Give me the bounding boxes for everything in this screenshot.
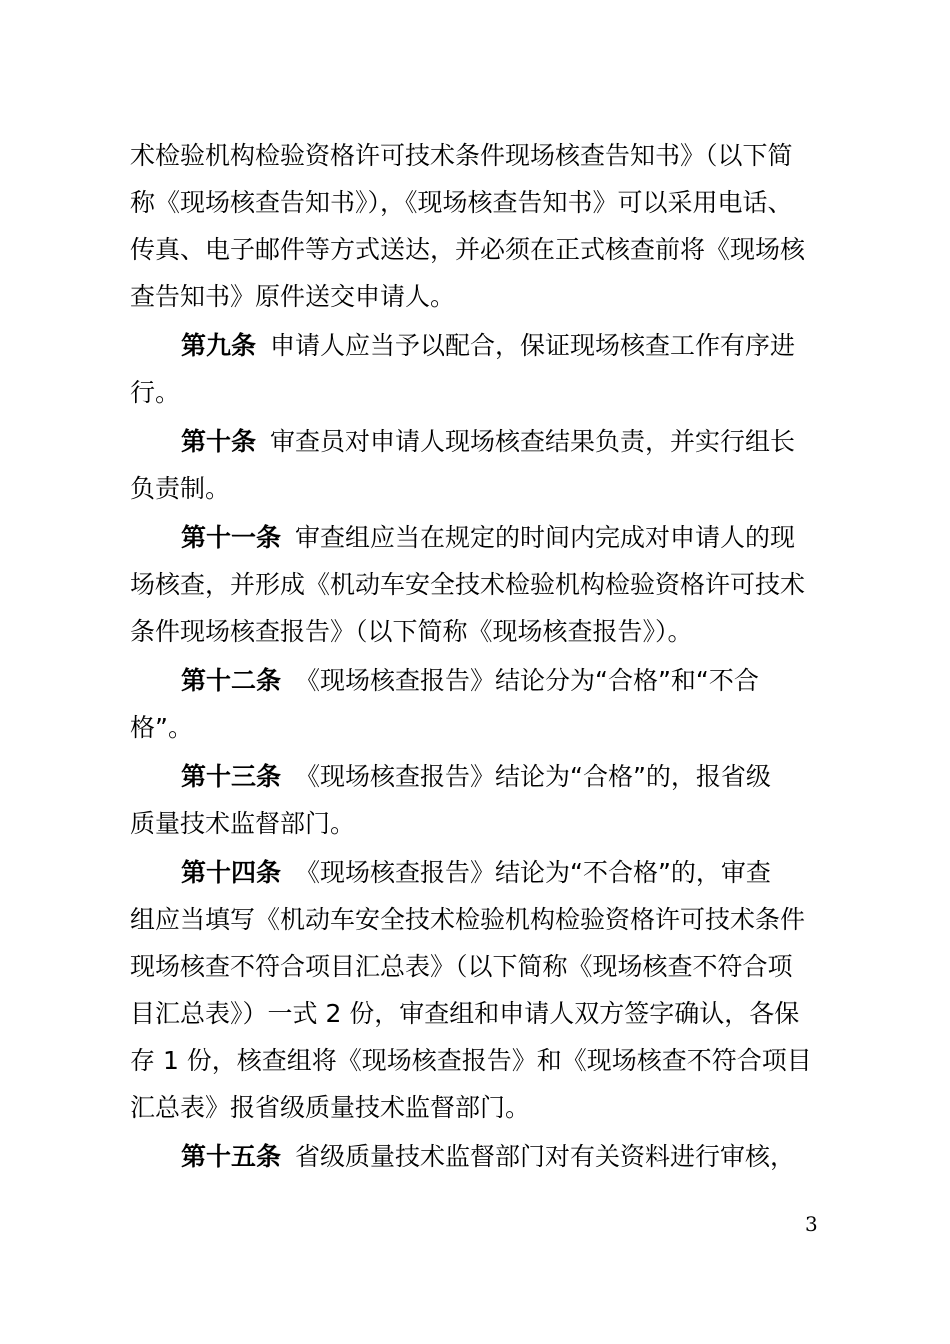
- article-9: [181, 328, 795, 364]
- body-line: [130, 996, 799, 1032]
- body-line: [130, 710, 193, 746]
- line-text: 场核查，并形成《机动车安全技术检验机构检验资格许可技术: [130, 570, 806, 599]
- article-heading: 第十条: [181, 427, 257, 456]
- line-text: 传真、电子邮件等方式送达，并必须在正式核查前将《现场核: [130, 235, 806, 264]
- line-text: 《现场核查报告》结论为“不合格”的，审查: [295, 858, 771, 887]
- line-text: 行。: [130, 378, 181, 407]
- article-13: [181, 759, 771, 795]
- body-line: [130, 138, 793, 174]
- body-line: [130, 1043, 812, 1079]
- line-text: 称《现场核查告知书》），《现场核查告知书》可以采用电话、: [130, 188, 793, 217]
- article-10: [181, 424, 795, 460]
- body-line: [130, 185, 793, 221]
- body-line: [130, 902, 805, 938]
- line-text: 术检验机构检验资格许可技术条件现场核查告知书》（以下简: [130, 141, 793, 170]
- line-text: 负责制。: [130, 474, 231, 503]
- line-text: 审查员对申请人现场核查结果负责，并实行组长: [270, 427, 796, 456]
- line-text: 《现场核查报告》结论为“合格”的，报省级: [295, 762, 771, 791]
- body-line: [130, 471, 230, 507]
- article-12: [181, 663, 759, 699]
- body-line: [130, 1090, 530, 1126]
- body-line: [130, 806, 355, 842]
- body-line: [130, 279, 455, 315]
- line-text: 存 1 份，核查组将《现场核查报告》和《现场核查不符合项目: [130, 1046, 812, 1075]
- line-text: 审查组应当在规定的时间内完成对申请人的现: [295, 523, 796, 552]
- article-heading: 第十四条: [181, 858, 282, 887]
- article-heading: 第十三条: [181, 762, 282, 791]
- article-heading: 第九条: [181, 331, 257, 360]
- body-line: [130, 375, 180, 411]
- body-line: [130, 232, 805, 268]
- article-heading: 第十五条: [181, 1142, 282, 1171]
- body-line: [130, 949, 793, 985]
- page-number: 3: [805, 1212, 818, 1236]
- line-text: 查告知书》原件送交申请人。: [130, 282, 456, 311]
- article-11: [181, 520, 795, 556]
- line-text: 目汇总表》）一式 2 份，审查组和申请人双方签字确认，各保: [130, 999, 800, 1028]
- line-text: 现场核查不符合项目汇总表》（以下简称《现场核查不符合项: [130, 952, 793, 981]
- article-15: [181, 1139, 795, 1175]
- article-heading: 第十一条: [181, 523, 282, 552]
- line-text: 条件现场核查报告》（以下简称《现场核查报告》）。: [130, 617, 693, 646]
- article-14: [181, 855, 771, 891]
- line-text: 汇总表》报省级质量技术监督部门。: [130, 1093, 531, 1122]
- line-text: 申请人应当予以配合，保证现场核查工作有序进: [270, 331, 796, 360]
- line-text: 质量技术监督部门。: [130, 809, 356, 838]
- body-line: [130, 614, 693, 650]
- line-text: 省级质量技术监督部门对有关资料进行审核，: [295, 1142, 796, 1171]
- body-line: [130, 567, 805, 603]
- line-text: 组应当填写《机动车安全技术检验机构检验资格许可技术条件: [130, 905, 806, 934]
- line-text: 格”。: [130, 713, 193, 742]
- line-text: 《现场核查报告》结论分为“合格”和“不合: [295, 666, 759, 695]
- article-heading: 第十二条: [181, 666, 282, 695]
